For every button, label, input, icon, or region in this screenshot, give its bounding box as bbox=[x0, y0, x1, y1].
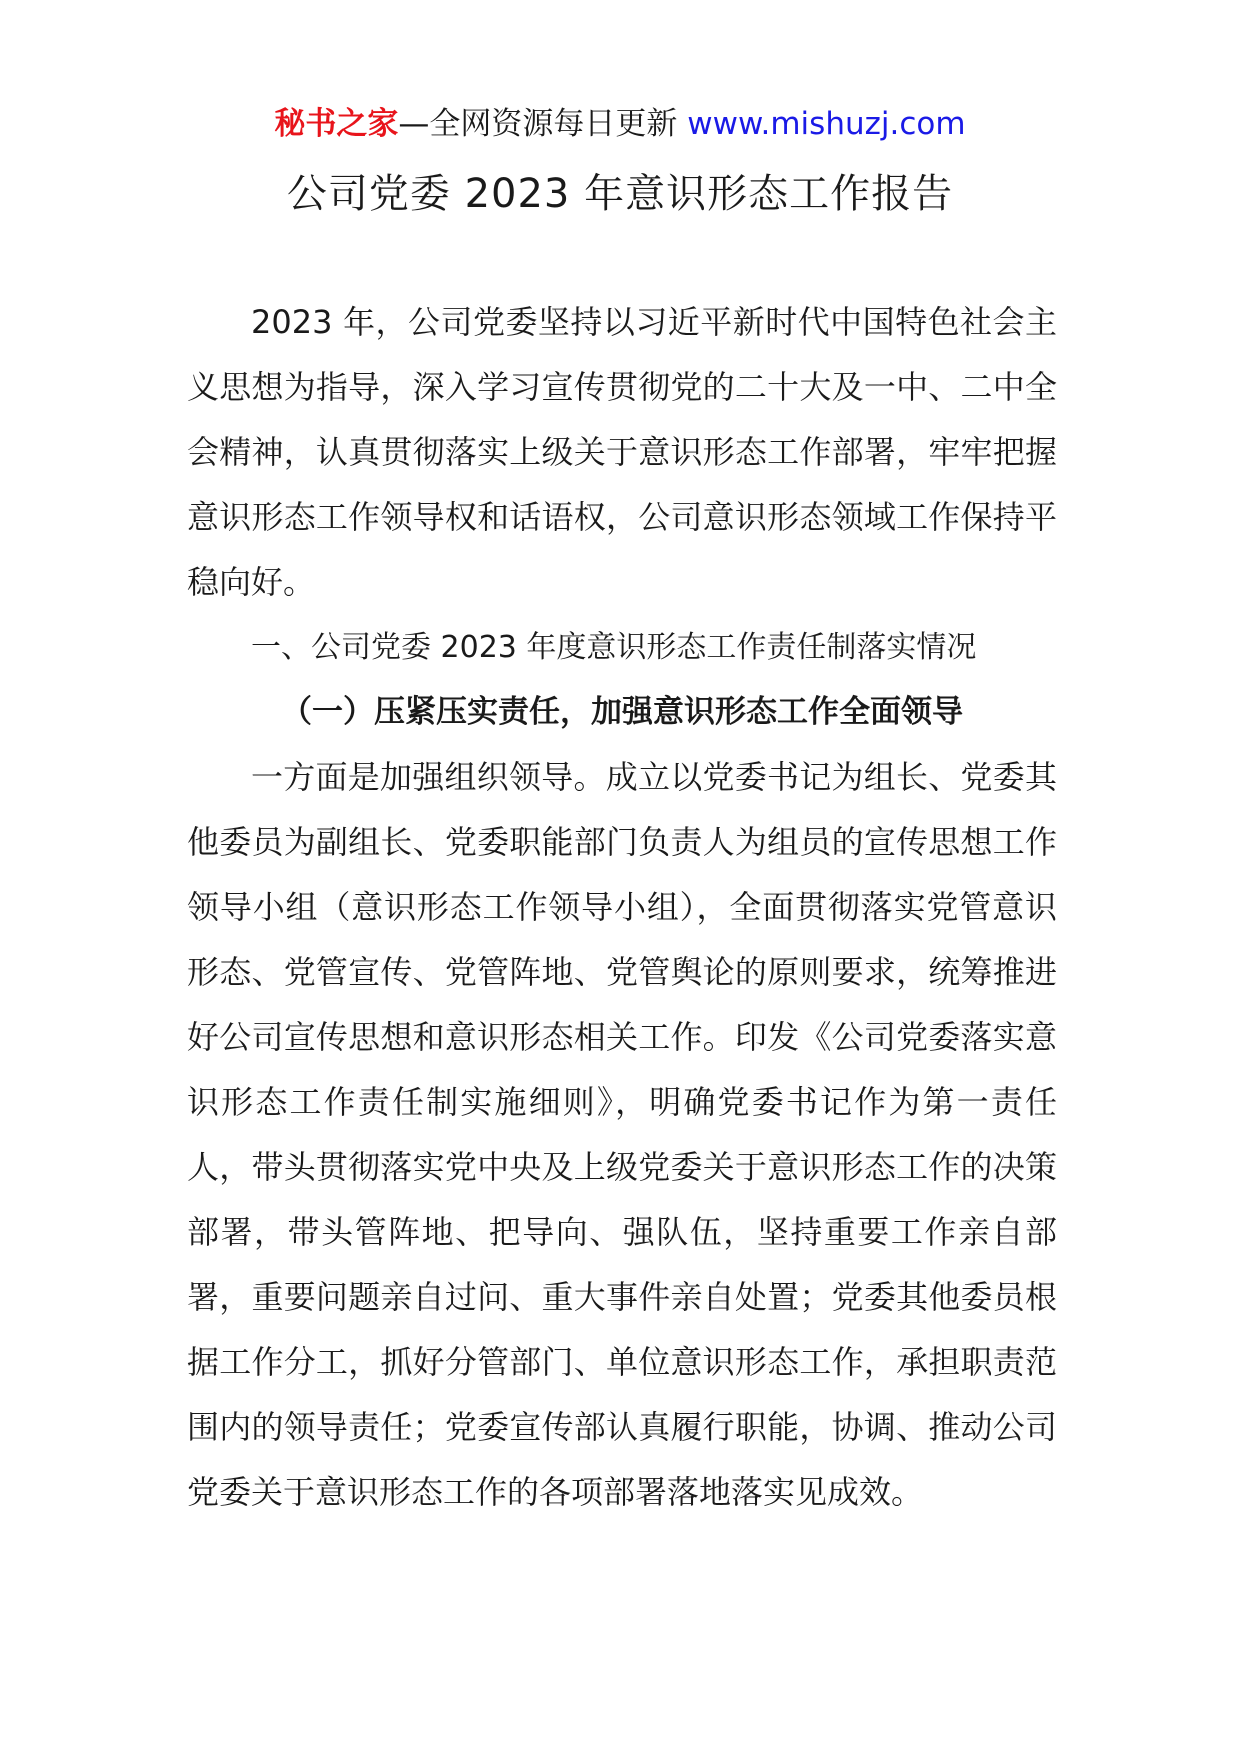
intro-paragraph: 2023 年，公司党委坚持以习近平新时代中国特色社会主义思想为指导，深入学习宣传贯彻党的二十大及一中、二中全会精神，认真贯彻落实上级关于意识形态工作部署，牢牢把握意识形态工作领导权和话语权，公司意识形态领域工作保持平稳向好。 bbox=[187, 303, 1057, 601]
document-body bbox=[187, 290, 1057, 1525]
brand-name: 秘书之家 bbox=[274, 106, 399, 142]
section-heading: 一、公司党委 2023 年度意识形态工作责任制落实情况 bbox=[251, 630, 977, 665]
subsection-paragraph: 一方面是加强组织领导。成立以党委书记为组长、党委其他委员为副组长、党委职能部门负责人为组员的宣传思想工作领导小组（意识形态工作领导小组），全面贯彻落实党管意识形态、党管宣传、党管阵地、党管舆论的原则要求，统筹推进好公司宣传思想和意识形态相关工作。印发《公司党委落实意识形态工作责任制实施细则》，明确党委书记作为第一责任人，带头贯彻落实党中央及上级党委关于意识形态工作的决策部署，带头管阵地、把导向、强队伍，坚持重要工作亲自部署，重要问题亲自过问、重大事件亲自处置；党委其他委员根据工作分工，抓好分管部门、单位意识形态工作，承担职责范围内的领导责任；党委宣传部认真履行职能，协调、推动公司党委关于意识形态工作的各项部署落地落实见成效。 bbox=[187, 758, 1057, 1511]
document-title: 公司党委 2023 年意识形态工作报告 bbox=[286, 171, 954, 217]
site-header bbox=[0, 100, 1240, 148]
site-url-link[interactable]: www.mishuzj.com bbox=[687, 106, 966, 142]
subsection-heading: （一）压紧压实责任，加强意识形态工作全面领导 bbox=[281, 694, 963, 730]
header-tagline: —全网资源每日更新 bbox=[398, 106, 678, 142]
